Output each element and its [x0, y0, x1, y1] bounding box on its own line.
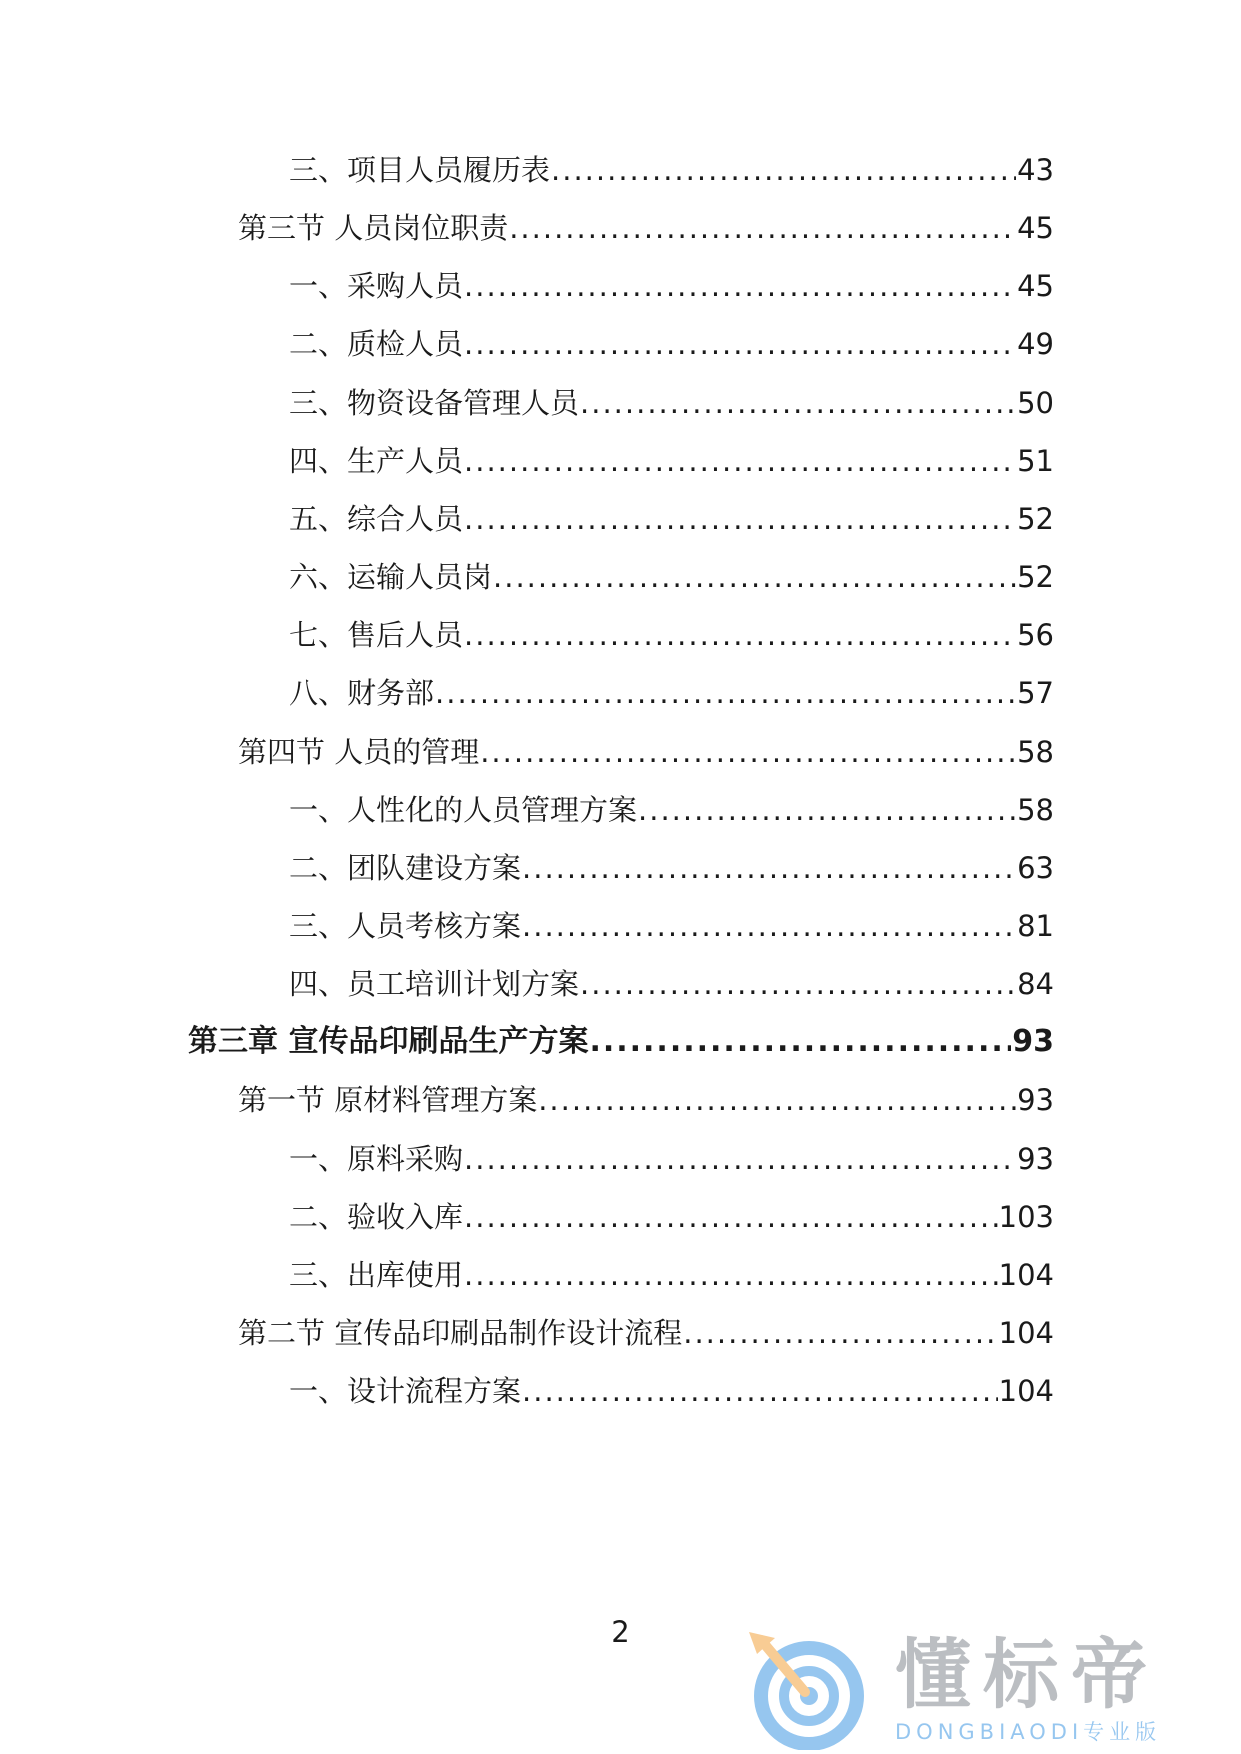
toc-leader-dots: [522, 906, 1016, 946]
toc-entry[interactable]: [289, 615, 1054, 655]
toc-entry-page: 93: [1012, 1024, 1054, 1060]
toc-entry[interactable]: [238, 208, 1054, 248]
toc-leader-dots: [580, 964, 1016, 1004]
toc-leader-dots: [464, 1255, 998, 1295]
toc-entry[interactable]: [289, 1139, 1054, 1179]
toc-entry-title: 一、原料采购: [289, 1141, 464, 1176]
toc-leader-dots: [638, 790, 1016, 830]
toc-entry-title: 二、验收入库: [289, 1199, 464, 1234]
toc-entry-page: 103: [998, 1199, 1054, 1234]
toc-entry-page: 43: [1017, 153, 1054, 187]
toc-entry-page: 57: [1017, 676, 1054, 711]
toc-entry[interactable]: [289, 266, 1054, 306]
toc-entry[interactable]: [289, 441, 1054, 481]
toc-leader-dots: [551, 150, 1016, 190]
page-number: 2: [611, 1615, 630, 1649]
toc-entry-page: 84: [1017, 967, 1054, 1002]
toc-leader-dots: [464, 499, 1016, 539]
toc-entry-page: 52: [1017, 560, 1054, 594]
toc-entry[interactable]: [188, 1022, 1054, 1062]
toc-entry[interactable]: [289, 790, 1054, 830]
toc-leader-dots: [580, 383, 1016, 423]
toc-entry[interactable]: [289, 1255, 1054, 1295]
toc-leader-dots: [464, 266, 1016, 306]
toc-leader-dots: [589, 1022, 1011, 1062]
toc-entry[interactable]: [289, 557, 1054, 597]
toc-entry[interactable]: [289, 150, 1054, 190]
toc-entry-title: 三、人员考核方案: [289, 908, 522, 943]
toc-entry-page: 104: [998, 1316, 1054, 1350]
toc-entry[interactable]: [289, 324, 1054, 364]
toc-entry-title: 三、物资设备管理人员: [289, 385, 580, 420]
toc-entry-page: 104: [998, 1374, 1054, 1409]
toc-entry-page: 51: [1017, 443, 1054, 478]
toc-entry[interactable]: [289, 848, 1054, 888]
toc-entry-title: 五、综合人员: [289, 501, 464, 536]
toc-leader-dots: [464, 1197, 998, 1237]
toc-leader-dots: [493, 557, 1016, 597]
toc-entry-page: 104: [998, 1257, 1054, 1292]
toc-entry-title: 三、出库使用: [289, 1257, 464, 1292]
toc-entry-page: 58: [1017, 734, 1054, 769]
toc-leader-dots: [522, 848, 1016, 888]
toc-leader-dots: [464, 324, 1016, 364]
toc-entry-page: 93: [1017, 1083, 1054, 1118]
toc-leader-dots: [464, 1139, 1016, 1179]
toc-entry[interactable]: [289, 383, 1054, 423]
toc-entry-page: 45: [1017, 211, 1054, 246]
toc-entry[interactable]: [289, 499, 1054, 539]
toc-entry[interactable]: [238, 732, 1054, 772]
watermark-brand-name: 懂标帝: [895, 1630, 1159, 1719]
toc-entry-title: 二、团队建设方案: [289, 850, 522, 885]
toc-leader-dots: [509, 208, 1016, 248]
toc-leader-dots: [435, 673, 1016, 713]
toc-entry[interactable]: [238, 1080, 1054, 1120]
toc-leader-dots: [522, 1371, 998, 1411]
toc-entry[interactable]: [289, 1371, 1054, 1411]
toc-entry-page: 52: [1017, 501, 1054, 536]
toc-leader-dots: [480, 732, 1016, 772]
toc-entry-page: 81: [1017, 908, 1054, 943]
toc-entry-title: 一、采购人员: [289, 269, 464, 304]
toc-entry-title: 四、员工培训计划方案: [289, 967, 580, 1002]
toc-entry-title: 八、财务部: [289, 676, 435, 711]
toc-entry-page: 63: [1017, 850, 1054, 885]
toc-entry-title: 一、人性化的人员管理方案: [289, 792, 638, 827]
toc-entry[interactable]: [289, 964, 1054, 1004]
toc-entry-title: 第三章 宣传品印刷品生产方案: [188, 1024, 589, 1060]
toc-entry-page: 50: [1017, 385, 1054, 420]
watermark-subtitle: DONGBIAODI专业版: [895, 1720, 1162, 1744]
toc-entry-title: 第二节 宣传品印刷品制作设计流程: [238, 1316, 683, 1350]
toc-entry[interactable]: [289, 673, 1054, 713]
toc-leader-dots: [538, 1080, 1016, 1120]
toc-entry-page: 56: [1017, 618, 1054, 653]
toc-entry[interactable]: [289, 1197, 1054, 1237]
toc-leader-dots: [683, 1313, 997, 1353]
toc-entry[interactable]: [289, 906, 1054, 946]
toc-leader-dots: [464, 615, 1016, 655]
toc-entry-title: 二、质检人员: [289, 327, 464, 362]
toc-entry-title: 第四节 人员的管理: [238, 734, 480, 769]
watermark: [745, 1632, 1215, 1750]
toc-entry-title: 一、设计流程方案: [289, 1374, 522, 1409]
toc-leader-dots: [464, 441, 1016, 481]
target-arrow-logo-icon: [745, 1632, 870, 1750]
toc-entry-page: 49: [1017, 327, 1054, 362]
toc-entry-title: 三、项目人员履历表: [289, 153, 551, 187]
toc-entry-title: 第一节 原材料管理方案: [238, 1083, 538, 1118]
toc-entry-title: 第三节 人员岗位职责: [238, 211, 509, 246]
toc-entry-title: 六、运输人员岗: [289, 560, 493, 594]
toc-entry-page: 58: [1017, 792, 1054, 827]
toc-entry-title: 七、售后人员: [289, 618, 464, 653]
toc-entry[interactable]: [238, 1313, 1054, 1353]
toc-entry-page: 45: [1017, 269, 1054, 304]
toc-entry-page: 93: [1017, 1141, 1054, 1176]
toc-entry-title: 四、生产人员: [289, 443, 464, 478]
